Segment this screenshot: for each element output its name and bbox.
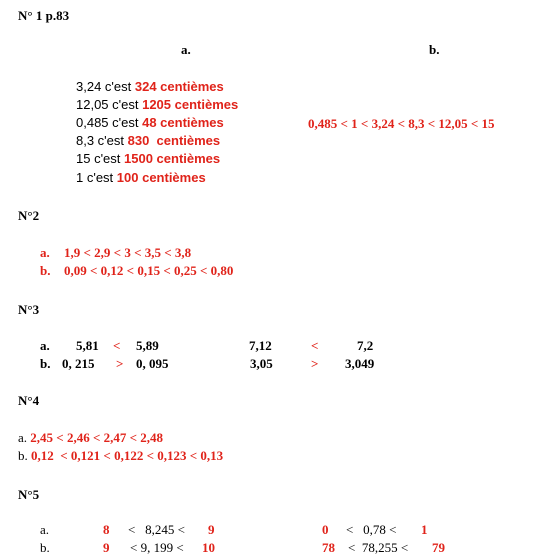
ex3-right-value: 5,89 [136, 338, 159, 353]
ex1-row-prefix: 12,05 c'est [76, 97, 143, 112]
ex5-heading: N°5 [18, 487, 40, 502]
ex4-item [18, 448, 223, 464]
ex1-row-value: 100 centièmes [116, 170, 206, 185]
ex5-middle: < 0,78 < [346, 522, 397, 537]
ex1-row-prefix: 0,485 c'est [76, 115, 143, 130]
ex5-row-letter: b. [40, 540, 50, 555]
ex1-row-value: 1205 centièmes [142, 97, 239, 112]
ex4-item-text: 2,45 < 2,46 < 2,47 < 2,48 [30, 430, 164, 445]
ex1-row [76, 151, 220, 166]
ex1-col-b-label: b. [429, 42, 440, 57]
ex2-item-letter: a. [40, 245, 50, 260]
ex5-upper-bound: 10 [202, 540, 215, 555]
ex5-upper-bound: 79 [432, 540, 445, 555]
ex5-middle: < 9, 199 < [130, 540, 184, 555]
ex3-heading: N°3 [18, 302, 40, 317]
ex4-heading: N°4 [18, 393, 40, 408]
ex1-row-prefix: 1 c'est [76, 170, 117, 185]
ex4-item-letter: a. [18, 430, 31, 445]
ex1-row-prefix: 8,3 c'est [76, 133, 128, 148]
ex5-lower-bound: 8 [103, 522, 110, 537]
ex5-lower-bound: 78 [322, 540, 335, 555]
ex3-left-value: 3,05 [250, 356, 273, 371]
ex5-middle: < 8,245 < [128, 522, 185, 537]
ex3-right-value: 7,2 [357, 338, 374, 353]
ex1-row-value: 830 centièmes [127, 133, 221, 148]
ex5-lower-bound: 9 [103, 540, 110, 555]
ex3-left-value: 7,12 [249, 338, 272, 353]
ex2-item-letter: b. [40, 263, 51, 278]
ex1-row [76, 133, 220, 148]
ex5-middle: < 78,255 < [348, 540, 409, 555]
ex1-row [76, 97, 238, 112]
ex3-operator: < [113, 338, 121, 353]
ex5-upper-bound: 9 [208, 522, 215, 537]
ex1-row-value: 48 centièmes [142, 115, 224, 130]
ex1-row [76, 115, 224, 130]
ex2-heading: N°2 [18, 208, 40, 223]
ex2-item-text: 0,09 < 0,12 < 0,15 < 0,25 < 0,80 [64, 263, 234, 278]
ex2-item-text: 1,9 < 2,9 < 3 < 3,5 < 3,8 [64, 245, 192, 260]
ex5-upper-bound: 1 [421, 522, 428, 537]
ex1-row [76, 79, 224, 94]
ex3-left-value: 5,81 [76, 338, 99, 353]
ex1-row-prefix: 15 c'est [76, 151, 125, 166]
ex3-left-value: 0, 215 [62, 356, 95, 371]
ex1-row-value: 324 centièmes [134, 79, 224, 94]
ex3-operator: > [116, 356, 124, 371]
ex3-row-letter: a. [40, 338, 50, 353]
ex4-item [18, 430, 163, 446]
ex1-row-prefix: 3,24 c'est [76, 79, 135, 94]
ex5-row-letter: a. [40, 522, 50, 537]
ex3-right-value: 3,049 [345, 356, 375, 371]
ex4-item-text: 0,12 < 0,121 < 0,122 < 0,123 < 0,13 [31, 448, 224, 463]
ex3-operator: < [311, 338, 319, 353]
ex3-row-letter: b. [40, 356, 51, 371]
ex1-row [76, 170, 206, 185]
ex5-lower-bound: 0 [322, 522, 329, 537]
ex4-item-letter: b. [18, 448, 31, 463]
ex1-row-value: 1500 centièmes [124, 151, 221, 166]
ex3-right-value: 0, 095 [136, 356, 169, 371]
ex3-operator: > [311, 356, 319, 371]
ex1-answer-b: 0,485 < 1 < 3,24 < 8,3 < 12,05 < 15 [308, 116, 495, 131]
ex1-heading: N° 1 p.83 [18, 8, 70, 23]
ex1-col-a-label: a. [181, 42, 191, 57]
